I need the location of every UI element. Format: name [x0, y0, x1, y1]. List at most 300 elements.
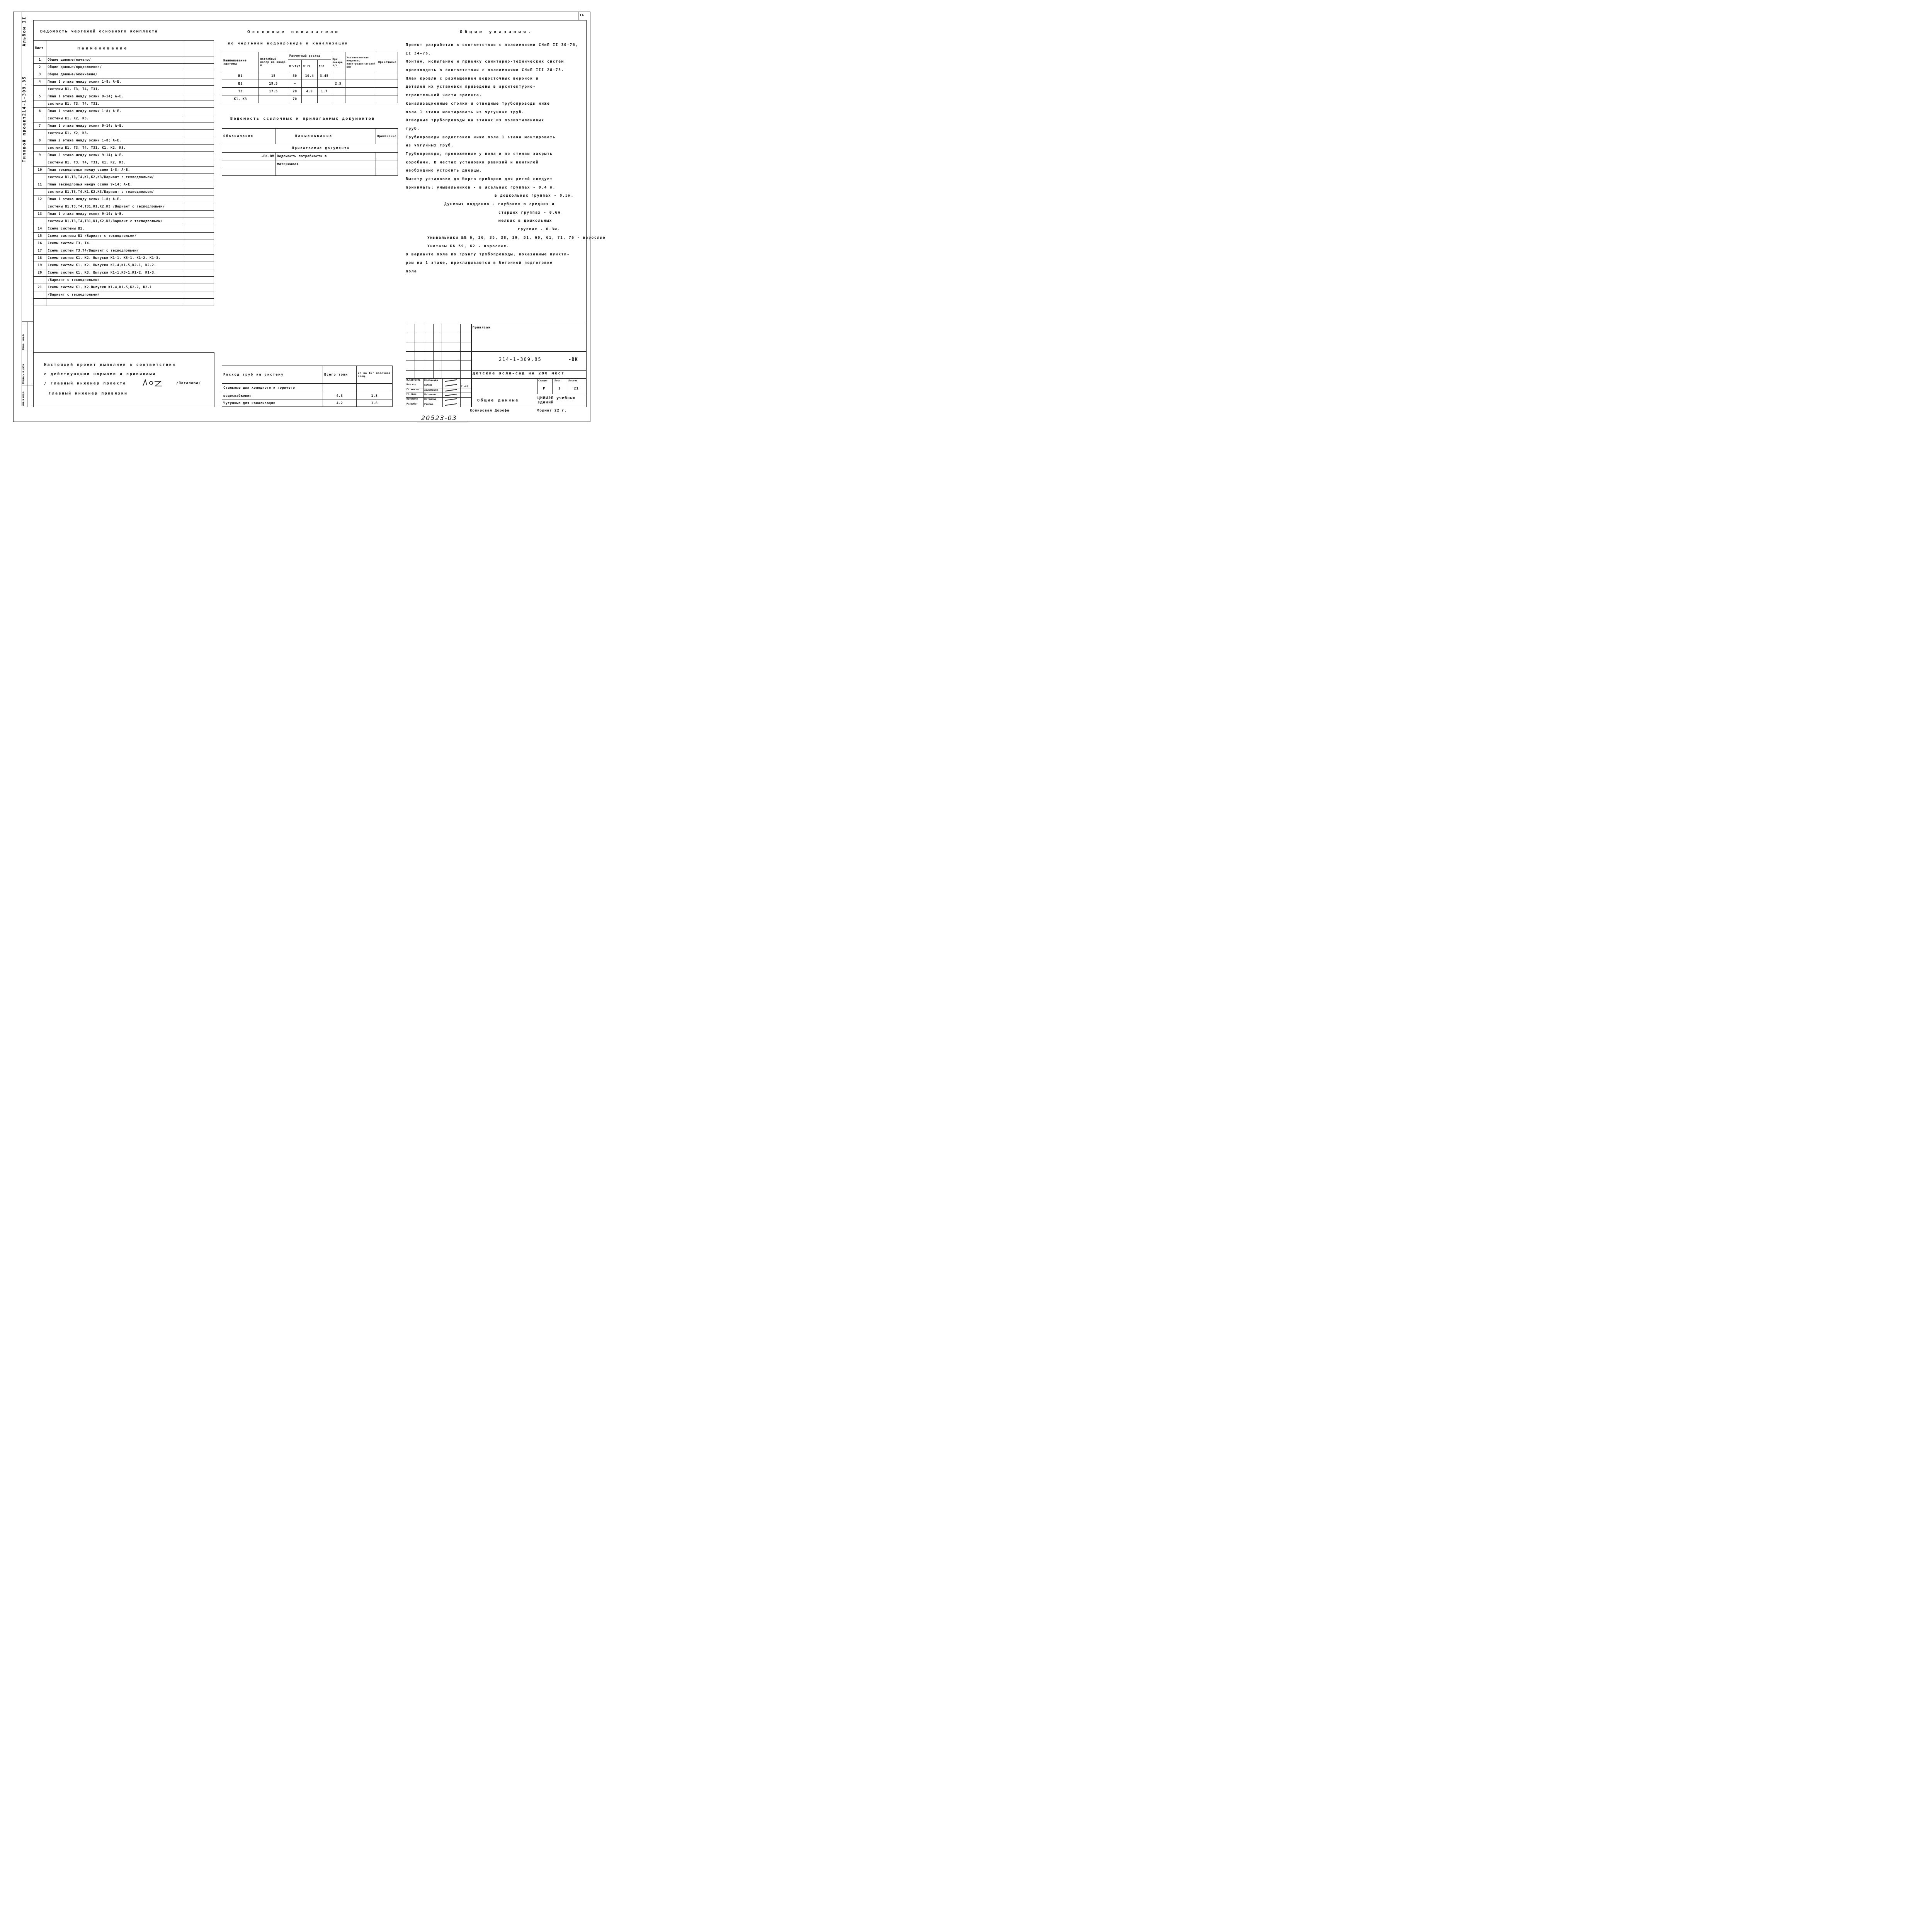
- sheet-name: системы В1,Т3,Т4,Т31,К1,К2,К3/Вариант с техподпольем/: [46, 218, 183, 225]
- ind-r2-head: 19.5: [259, 80, 288, 88]
- sheet-name: План техподполья между осями 1-8; А-Е.: [46, 167, 183, 174]
- sheet-note: [183, 196, 214, 203]
- sheet-number: 4: [34, 78, 46, 86]
- sheet-number: 13: [34, 211, 46, 218]
- sheet-note: [183, 93, 214, 100]
- sheet-number: 12: [34, 196, 46, 203]
- ind-r3-power: [345, 88, 377, 95]
- sheet-number: [34, 218, 46, 225]
- sheet-note: [183, 203, 214, 211]
- note-line: мелких в дошкольных: [498, 219, 553, 223]
- sheet-number: 8: [34, 137, 46, 145]
- note-line: пола 1 этажа монтировать из чугунных труб.: [406, 110, 525, 114]
- stamp-sign-cell: Подпись и дата: [22, 364, 25, 384]
- table-row: [34, 218, 214, 225]
- ind-r4-ls: [317, 95, 331, 103]
- table-row: [34, 196, 214, 203]
- indicators-subtitle: по чертежам водопровода и канализации: [228, 42, 349, 46]
- sheets-header: Листов: [568, 379, 578, 382]
- document-name: Общие данные: [477, 398, 519, 403]
- sheet-note: [183, 78, 214, 86]
- sheet-name: Схемы систем К1, К2. Выпуски К1-4,К1-5,К2-1, К2-2.: [46, 262, 183, 269]
- ind-r4-name: К1, К3: [222, 95, 259, 103]
- table-row: [34, 233, 214, 240]
- signature-role: Разработ: [406, 402, 418, 405]
- table-row: [34, 167, 214, 174]
- sheet-note: [183, 240, 214, 247]
- copied-by: Копировал Дорофа: [470, 409, 510, 413]
- table-row: [34, 78, 214, 86]
- references-table: [222, 128, 398, 176]
- album-label: Альбом II: [22, 16, 27, 46]
- signature-col-divider: [460, 378, 461, 383]
- table-row-empty: [34, 299, 214, 306]
- note-line: Унитазы №№ 59, 62 - взрослые.: [427, 244, 510, 248]
- pipes-r1-kg: 1.8: [357, 392, 393, 400]
- signature-role: Гл.спец.: [406, 393, 418, 396]
- table-row: [34, 137, 214, 145]
- ind-h-name: Наименование системы: [222, 52, 259, 72]
- table-row: [34, 255, 214, 262]
- table-row: [34, 115, 214, 122]
- ind-r1-h: 10.4: [302, 72, 318, 80]
- drawing-code: 214-1-309.85: [499, 357, 542, 362]
- sheet-name: /Вариант с техподпольем/: [46, 291, 183, 299]
- sheet-name: Схемы систем К1, К3. Выпуски К1-1,К3-1,К1-2, К1-3.: [46, 269, 183, 277]
- sheet-name: системы В1, Т3, Т4, Т31.: [46, 100, 183, 108]
- signature-role: Н.контроль: [406, 379, 421, 381]
- table-row: [34, 86, 214, 93]
- statement-line-2: с действующими нормами и правилами: [44, 372, 156, 376]
- sheet-number: 7: [34, 122, 46, 130]
- table-row: [34, 225, 214, 233]
- note-line: II 34-76.: [406, 51, 431, 56]
- bound-label: Привязан: [473, 326, 491, 329]
- signature-row: [406, 402, 471, 407]
- sheet-name: Схемы систем Т3,Т4/Вариант с техподпольем/: [46, 247, 183, 255]
- note-line: Отводные трубопроводы на этажах из полиэтиленовых: [406, 118, 544, 123]
- sheet-name: Схемы систем Т3, Т4.: [46, 240, 183, 247]
- table-row: [34, 247, 214, 255]
- sheet-value: 1: [558, 387, 561, 391]
- sheet-number: 11: [34, 181, 46, 189]
- ind-r2-note: [377, 80, 398, 88]
- sheet-name: План 1 этажа между осями 1-8; А-Е.: [46, 196, 183, 203]
- sheet-name: системы В1,Т3,Т4,Т31,К1,К2,К3 /Вариант с техподпольем/: [46, 203, 183, 211]
- signature-row: [406, 397, 471, 402]
- ref-h-name: Наименование: [276, 129, 376, 144]
- table-row: [34, 189, 214, 196]
- note-line: старших группах - 0.6м: [498, 210, 561, 215]
- sheet-name: План 1 этажа между осями 1-8; А-Е.: [46, 78, 183, 86]
- sheet-number: [34, 86, 46, 93]
- sheet-number: [34, 145, 46, 152]
- sheet-note: [183, 284, 214, 291]
- sheet-number: 2: [34, 64, 46, 71]
- ind-r1-fire: [331, 72, 345, 80]
- sheet-note: [183, 255, 214, 262]
- statement-line-3: / Главный инженер проекта: [44, 381, 127, 386]
- table-row: [34, 108, 214, 115]
- signature-col-divider: [442, 402, 443, 407]
- sheet-note: [183, 269, 214, 277]
- table-row: [34, 100, 214, 108]
- note-line: План кровли с размещением водосточных воронок и: [406, 76, 539, 81]
- sheet-note: [183, 122, 214, 130]
- series-label: 214-1-309.85: [22, 76, 27, 116]
- dl-col-sheet: Лист: [34, 41, 46, 56]
- ind-h-flow: Расчетный расход: [288, 52, 331, 60]
- signature-col-divider: [423, 383, 424, 388]
- ind-r2-ls: [317, 80, 331, 88]
- chief-engineer-signature: [141, 378, 168, 388]
- typical-project-label: Типовой проект: [22, 116, 27, 162]
- signature-col-divider: [460, 393, 461, 397]
- sheet-name: Схемы систем К1, К2. Выпуски К1-1, К3-1, К1-2, К1-3.: [46, 255, 183, 262]
- sheet-name: Схема системы В1.: [46, 225, 183, 233]
- ref-row-code: -ВК.ВМ: [222, 153, 276, 160]
- signatures-table: [406, 378, 471, 407]
- signature-col-divider: [442, 378, 443, 383]
- sheet-number: 6: [34, 108, 46, 115]
- signature-name: Потапова: [424, 398, 437, 401]
- sheet-number: 1: [34, 56, 46, 64]
- signature-name: Хелемский: [424, 388, 438, 391]
- sheet-name: системы В1,Т3,Т4,К1,К2,К3/Вариант с техподпольем/: [46, 174, 183, 181]
- ind-r2-h: [302, 80, 318, 88]
- ref-row-name-2: материалах: [276, 160, 376, 168]
- ind-r4-fire: [331, 95, 345, 103]
- drawing-list-title: Ведомость чертежей основного комплекта: [40, 29, 158, 34]
- ind-h-fire: При пожаре л/с: [331, 52, 345, 72]
- signature-col-divider: [442, 388, 443, 393]
- ref-row3-code: [222, 168, 276, 176]
- note-line: Трубопроводы водостоков ниже пола 1 этажа монтировать: [406, 135, 556, 139]
- note-line: группах - 0.3м.: [518, 227, 560, 232]
- dl-col-name: Наименование: [46, 41, 183, 56]
- pipes-r2-total: 4.2: [323, 400, 357, 407]
- sheet-number: [34, 100, 46, 108]
- sheet-number: 15: [34, 233, 46, 240]
- ind-r1-ls: 3.45: [317, 72, 331, 80]
- ind-r3-head: 17.5: [259, 88, 288, 95]
- sheet-number: 17: [34, 247, 46, 255]
- sheet-name: План 1 этажа между осями 9-14; А-Е.: [46, 122, 183, 130]
- ref-row-note: [376, 153, 398, 160]
- ref-section: Прилагаемые документы: [222, 144, 398, 153]
- sheet-number: [34, 130, 46, 137]
- table-row: [34, 291, 214, 299]
- sheet-name: План техподполья между осями 9-14; А-Е.: [46, 181, 183, 189]
- ind-r3-fire: [331, 88, 345, 95]
- page-number: 16: [580, 14, 584, 17]
- table-row: [34, 174, 214, 181]
- sheet-note: [183, 189, 214, 196]
- sheet-number: 14: [34, 225, 46, 233]
- stage-value: Р: [543, 387, 546, 391]
- sheet-note: [183, 211, 214, 218]
- note-line: деталей их установки приведены в архитектурно-: [406, 85, 536, 89]
- sheet-name: План 1 этажа между осями 9-14; А-Е.: [46, 211, 183, 218]
- sheet-name: План 2 этажа между осями 1-8; А-Е.: [46, 137, 183, 145]
- sheets-value: 21: [574, 387, 579, 391]
- sheet-note: [183, 159, 214, 167]
- ind-r2-fire: 2.5: [331, 80, 345, 88]
- table-row: [34, 122, 214, 130]
- organization: ЦНИИЭП учебных зданий: [537, 396, 576, 405]
- title-block: [406, 324, 586, 407]
- stage-header: Стадия: [538, 379, 548, 382]
- sheet-name: системы В1, Т3, Т4, Т31.: [46, 86, 183, 93]
- note-line: В варианте пола по грунту трубопроводы, показанные пункти-: [406, 252, 570, 257]
- pipes-r1-empty-a: [323, 384, 357, 392]
- ind-h-note: Примечание: [377, 52, 398, 72]
- sheet-number: 19: [34, 262, 46, 269]
- ind-r4-head: [259, 95, 288, 103]
- sheet-name: системы В1, Т3, Т4, Т31, К1, К2, К3.: [46, 159, 183, 167]
- ref-h-note: Примечание: [376, 129, 398, 144]
- note-line: ром на 1 этаже, прокладываются в бетонной подготовке: [406, 260, 553, 265]
- ref-h-code: Обозначение: [222, 129, 276, 144]
- sheet-note: [183, 277, 214, 284]
- statement-line-4: Главный инженер привязки: [49, 391, 128, 396]
- note-line: коробами. В местах установки ревизий и вентилей: [406, 160, 539, 165]
- note-line: принимать: умывальников - в ясельных группах - 0.4 м.: [406, 185, 556, 190]
- ind-r3-ls: 1.7: [317, 88, 331, 95]
- notes-text: [406, 41, 606, 276]
- signature-col-divider: [423, 397, 424, 402]
- sheet-note: [183, 167, 214, 174]
- empty-cell: [46, 299, 183, 306]
- signature-role: Проверил: [406, 398, 418, 401]
- signature-col-divider: [460, 397, 461, 402]
- pipes-table: [222, 366, 393, 407]
- handwritten-signature: [445, 384, 457, 386]
- drawing-code-suffix: -ВК: [568, 357, 578, 362]
- ind-r1-note: [377, 72, 398, 80]
- sheet-note: [183, 130, 214, 137]
- sheet-name: План 1 этажа между осями 9-14; А-Е.: [46, 93, 183, 100]
- sheet-note: [183, 152, 214, 159]
- pipes-r1-total: 4.3: [323, 392, 357, 400]
- sheet-note: [183, 100, 214, 108]
- table-row: [34, 93, 214, 100]
- sheet-number: [34, 277, 46, 284]
- sheet-note: [183, 218, 214, 225]
- sheet-note: [183, 247, 214, 255]
- ind-r1-name: В1: [222, 72, 259, 80]
- ind-r3-name: Т3: [222, 88, 259, 95]
- sheet-number: 18: [34, 255, 46, 262]
- ref-row3-name: [276, 168, 376, 176]
- note-line: необходимо устроить дверцы.: [406, 168, 482, 173]
- sheet-number: 10: [34, 167, 46, 174]
- handwritten-signature: [445, 379, 457, 382]
- statement-line-1: Настоящий проект выполнен в соответствии: [44, 363, 176, 367]
- format-label: Формат 22 г.: [537, 409, 567, 413]
- table-row: [34, 56, 214, 64]
- note-line: пола: [406, 269, 417, 274]
- signature-row: [406, 378, 471, 383]
- sheet-name: Схемы систем К1, К2.Выпуски К1-4,К1-5,К2-2, К2-1: [46, 284, 183, 291]
- sheet-number: [34, 159, 46, 167]
- signature-col-divider: [423, 402, 424, 407]
- table-row: [34, 240, 214, 247]
- sheet-note: [183, 145, 214, 152]
- margin-stamp: [22, 321, 34, 407]
- ind-r4-power: [345, 95, 377, 103]
- sheet-number: 5: [34, 93, 46, 100]
- table-row: [34, 71, 214, 78]
- ind-h-m3sut: м³/сут: [288, 60, 301, 72]
- sheet-name: Схема системы В1 /Вариант с техподпольем/: [46, 233, 183, 240]
- sheet-number: 20: [34, 269, 46, 277]
- note-line: строительной части проекта.: [406, 93, 482, 98]
- ref-row2-note: [376, 160, 398, 168]
- note-line: из чугунных труб.: [406, 143, 454, 148]
- sheet-number: [34, 203, 46, 211]
- pipes-r1-empty-b: [357, 384, 393, 392]
- ind-h-m3h: м³/ч: [302, 60, 318, 72]
- note-line: труб.: [406, 126, 420, 131]
- signature-col-divider: [423, 393, 424, 397]
- stamp-replace-cell: Взам. инв.№: [22, 334, 25, 350]
- sheet-note: [183, 262, 214, 269]
- sheet-name: План 1 этажа между осями 1-8; А-Е.: [46, 108, 183, 115]
- signature-col-divider: [442, 397, 443, 402]
- empty-cell: [183, 299, 214, 306]
- pipes-h-kg: кг на 1м² полезной площ.: [357, 366, 393, 384]
- signature-role: Нач.отд.: [406, 383, 418, 386]
- empty-cell: [34, 299, 46, 306]
- handwritten-signature: [445, 398, 457, 401]
- ref-row3-note: [376, 168, 398, 176]
- ind-r4-note: [377, 95, 398, 103]
- signature-col-divider: [460, 383, 461, 388]
- archive-number: 20523-03: [421, 414, 457, 422]
- pipes-r2-kg: 1.8: [357, 400, 393, 407]
- ind-h-head: Потребный напор на вводе м: [259, 52, 288, 72]
- sheet-number: 9: [34, 152, 46, 159]
- ind-r2-name: В1: [222, 80, 259, 88]
- sheet-name: системы К1, К2, К3.: [46, 115, 183, 122]
- signature-col-divider: [423, 378, 424, 383]
- sheet-number: [34, 189, 46, 196]
- sheet-header: Лист: [554, 379, 561, 382]
- signature-col-divider: [460, 402, 461, 407]
- sheet-note: [183, 108, 214, 115]
- ind-r3-h: 4.9: [302, 88, 318, 95]
- ind-r4-h: [302, 95, 318, 103]
- sheet-number: [34, 291, 46, 299]
- note-line: производить в соответствии с положениями СНиП III 28-75.: [406, 68, 564, 73]
- signature-name: Колганова: [424, 379, 438, 382]
- indicators-table: [222, 52, 398, 103]
- sheet-note: [183, 64, 214, 71]
- page-number-box: [578, 12, 586, 20]
- statement-engineer-name: /Потапова/: [176, 381, 201, 385]
- ref-row-name-1: Ведомость потребности в: [276, 153, 376, 160]
- signature-col-divider: [442, 393, 443, 397]
- sheet-name: системы К1, К2, К3.: [46, 130, 183, 137]
- table-row: [34, 64, 214, 71]
- pipes-h-total: Всего тонн: [323, 366, 357, 384]
- sheet-note: [183, 115, 214, 122]
- sheet-name: План 2 этажа между осями 9-14; А-Е.: [46, 152, 183, 159]
- sheet-note: [183, 291, 214, 299]
- ind-h-power: Установленная мощность электродвигателей кВт: [345, 52, 377, 72]
- sheet-note: [183, 225, 214, 233]
- sheet-note: [183, 233, 214, 240]
- sheet-number: 16: [34, 240, 46, 247]
- signature-col-divider: [442, 383, 443, 388]
- table-row: [34, 159, 214, 167]
- sheet-note: [183, 137, 214, 145]
- table-row: [34, 277, 214, 284]
- table-row: [34, 269, 214, 277]
- sheet-number: 3: [34, 71, 46, 78]
- sheet-note: [183, 56, 214, 64]
- stamp-inv-cell: Инв.№ подл.: [22, 391, 25, 406]
- sheet-note: [183, 86, 214, 93]
- ind-r3-note: [377, 88, 398, 95]
- pipes-r1-a: Стальные для холодного и горячего: [222, 384, 323, 392]
- sheet-name: системы В1, Т3, Т4, Т31, К1, К2, К3.: [46, 145, 183, 152]
- sheet-note: [183, 181, 214, 189]
- handwritten-signature: [445, 394, 457, 396]
- note-line: Умывальники №№ 6, 26, 35, 38, 39, 51, 60, 61, 71, 76 - взрослые: [427, 235, 606, 240]
- note-line: Монтаж, испытание и приемку санитарно-технических систем: [406, 60, 564, 64]
- ind-r1-power: [345, 72, 377, 80]
- handwritten-signature: [445, 389, 457, 391]
- sign-date: 11-85: [461, 385, 468, 388]
- ind-r2-sut: –: [288, 80, 301, 88]
- note-line: Высоту установки до борта приборов для детей следует: [406, 177, 553, 181]
- ref-row2-code: [222, 160, 276, 168]
- ind-r1-head: 15: [259, 72, 288, 80]
- signature-name: Потапова: [424, 393, 437, 396]
- signature-row: [406, 388, 471, 393]
- signature-col-divider: [423, 388, 424, 393]
- sheet-number: [34, 174, 46, 181]
- notes-title: Общие указания.: [460, 29, 533, 34]
- table-row: [34, 203, 214, 211]
- table-row: [34, 181, 214, 189]
- dl-col-note: [183, 41, 214, 56]
- note-line: Проект разработан в соответствии с положениями СНиП II 30-76,: [406, 43, 578, 47]
- sheet-name: Общие данные/окончание/: [46, 71, 183, 78]
- pipes-r1-b: водоснабжения: [222, 392, 323, 400]
- ind-h-ls: л/с: [317, 60, 331, 72]
- note-line: Канализационные стояки и отводные трубопроводы ниже: [406, 101, 550, 106]
- table-row: [34, 152, 214, 159]
- table-row: [34, 262, 214, 269]
- table-row: [34, 145, 214, 152]
- ind-r3-sut: 20: [288, 88, 301, 95]
- signature-col-divider: [460, 388, 461, 393]
- sheet-number: 21: [34, 284, 46, 291]
- note-line: Душевых поддонов - глубоких в средних и: [444, 202, 555, 207]
- sheet-name: Общие данные/начало/: [46, 56, 183, 64]
- object-name: Детские ясли-сад на 280 мест: [473, 371, 565, 376]
- statement-box: [33, 352, 214, 407]
- table-row: [34, 211, 214, 218]
- sheet-number: [34, 115, 46, 122]
- signature-name: Бабин: [424, 383, 432, 387]
- sheet-name: /Вариант с техподпольем/: [46, 277, 183, 284]
- references-title: Ведомость ссылочных и прилагаемых документов: [230, 117, 375, 121]
- table-row: [34, 284, 214, 291]
